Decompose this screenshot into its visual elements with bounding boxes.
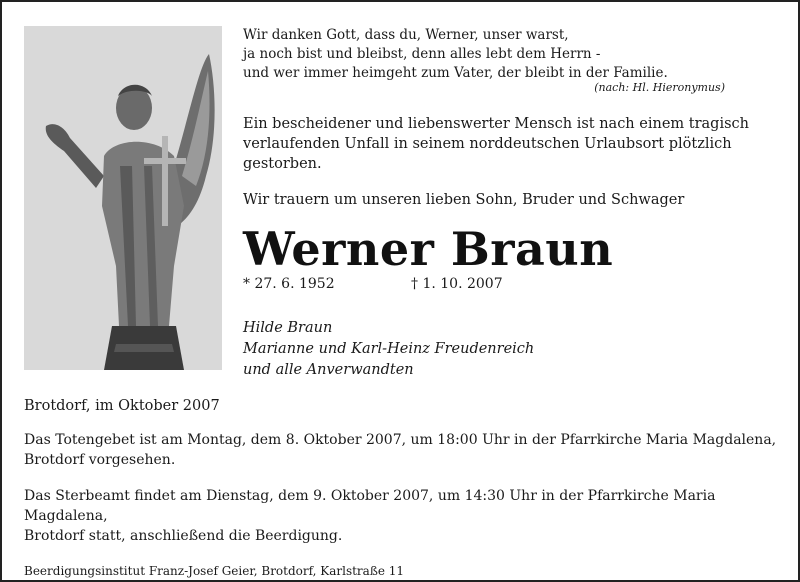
funeral-info [24, 486, 784, 546]
angel-statue-image [24, 26, 222, 370]
mourning-line: Wir trauern um unseren lieben Sohn, Bruder und Schwager [243, 192, 685, 208]
family-member: und alle Anverwandten [243, 362, 414, 378]
funeral-line: Brotdorf statt, anschließend die Beerdigung. [24, 528, 343, 544]
family-list [243, 318, 783, 381]
main-text-column [243, 26, 783, 381]
prayer-line: Brotdorf vorgesehen. [24, 452, 176, 468]
undertaker-info: Beerdigungsinstitut Franz-Josef Geier, Brotdorf, Karlstraße 11 [24, 564, 405, 578]
birth-date: * 27. 6. 1952 [243, 276, 335, 292]
footer-text [24, 398, 784, 578]
prayer-info [24, 430, 784, 470]
prayer-line: Das Totengebet ist am Montag, dem 8. Oktober 2007, um 18:00 Uhr in der Pfarrkirche Maria Magdalena, [24, 432, 777, 448]
announcement-line: verlaufenden Unfall in seinem norddeutschen Urlaubsort plötzlich [243, 136, 732, 152]
family-member: Hilde Braun [243, 320, 333, 336]
angel-statue-icon [24, 26, 222, 370]
verse-line: und wer immer heimgeht zum Vater, der bleibt in der Familie. [243, 65, 668, 81]
announcement-line: Ein bescheidener und liebenswerter Mensch ist nach einem tragisch [243, 116, 749, 132]
funeral-line: Das Sterbeamt findet am Dienstag, dem 9. Oktober 2007, um 14:30 Uhr in der Pfarrkirche Maria Magdalena, [24, 488, 716, 524]
family-member: Marianne und Karl-Heinz Freudenreich [243, 341, 535, 357]
life-dates [243, 276, 783, 296]
deceased-name: Werner Braun [243, 222, 614, 276]
verse [243, 26, 783, 83]
place-date: Brotdorf, im Oktober 2007 [24, 398, 220, 414]
announcement-text [243, 114, 783, 174]
verse-source: (nach: Hl. Hieronymus) [594, 81, 725, 94]
verse-line: Wir danken Gott, dass du, Werner, unser warst, [243, 27, 569, 43]
death-date: † 1. 10. 2007 [411, 276, 503, 292]
verse-line: ja noch bist und bleibst, denn alles lebt dem Herrn - [243, 46, 601, 62]
announcement-line: gestorben. [243, 156, 322, 172]
